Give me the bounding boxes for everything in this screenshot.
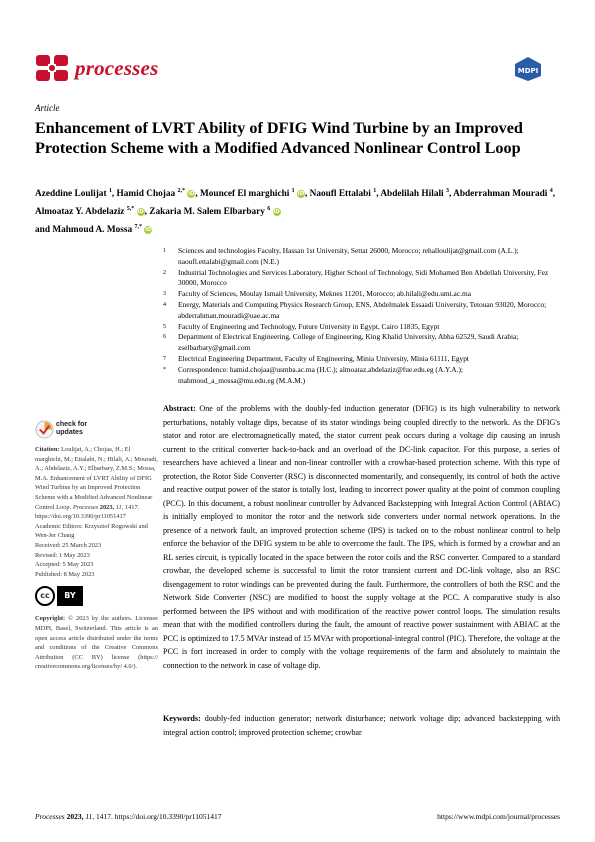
author-affiliation-sup: 5,* <box>126 206 135 213</box>
citation-volume: 11, <box>115 503 124 511</box>
author-name: Azeddine Loulijat <box>35 189 107 200</box>
keywords <box>163 712 560 739</box>
author-affiliation-sup: 6 <box>267 206 271 213</box>
affiliation-text: Correspondence: hamid.chojaa@usmba.ac.ma (H.C.); almoataz.abdelaziz@fue.edu.eg (A.Y.A.); mahmoud_a_mossa@mu.edu.eg (M.A.M.) <box>178 364 463 385</box>
author-name: Mouncef El marghichi <box>199 189 290 200</box>
keywords-label: Keywords: <box>163 714 201 723</box>
academic-editors: Academic Editors: Krzysztof Rogowski and Wen-Jer Chang <box>35 522 148 540</box>
citation-text: Loulijat, A.; Chojaa, H.; El marghichi, M.; Ettalabi, N.; Hilali, A.; Mouradi, A.; Abdelaziz, A.Y.; Elbarbary, Z.M.S.; Mossa, M.A. Enhancement of LVRT Ability of DFIG Wind Turbine by an Improved Protection Scheme with a Modified Advanced Nonlinear Control Loop. <box>35 446 158 511</box>
abstract-text: One of the problems with the doubly-fed induction generator (DFIG) is its high vulnerability to network perturbations, notably voltage dips, because of its stator windings being coupled directly to the network. As the DFIG's stator and rotor are electromagnetically mated, the stator current peak occurs during a voltage dip causing an inrush current to the critical converter back-to-back and an overload of the DC-link capacitor. For this purpose, a series of researchers have achieved a linear and non-linear controller with a crowbar-based protection scheme. With this type of protection, the Rotor Side Converter (RSC) is disconnected momentarily, and consequently, its control of both the active and reactive output power of the stator is totally lost, leading to incorrect power quality at the point of common coupling (PCC). In this document, a robust nonlinear controller by Advanced Backstepping with Integral Action Control (ABIAC) is initially employed to monitor the rotor and the network side converters under normal network operations. In the presence of a network fault, an improved protection scheme (IPS) is tacked on to the robust nonlinear control to help enforce the behavior of the DFIG system to be able to overcome the fault. The IPS, which is formed by a crowbar and an RL series circuit, is typically located in the space between the rotor coils and the RSC converter. Compared to a standard crowbar, the developed scheme is successful to limit the rotor transient current and DC-link voltage, also an RSC disengagement to rotor windings can be prevented during the fault. Furthermore, the controllers of both the RSC and the Network Side Converter (NSC) are modified to boost the supply voltage at the PCC. A comparative study is also performed between the IPS without and with modification of the reactive power control loops. The simulation results mean that with the modified controllers during the fault, the amount of reactive power sustainment with ABIAC at the PCC is optimized to 17.5 MVAr instead of 15 MVAr with proportional-integral control (PIC). Therefore, the voltage at the PCC is fort increased in order to comply with the voltage requirements of the farm and absolutely to maintain the connection to the network in case of voltage dip. <box>163 404 560 670</box>
affiliation-list <box>163 246 558 386</box>
affiliation-number: * <box>163 366 166 373</box>
orcid-icon[interactable]: iD <box>273 209 280 216</box>
affiliation-item <box>163 332 558 354</box>
copyright-label: Copyright: <box>35 615 66 623</box>
affiliation-item <box>163 365 558 387</box>
check-for-updates-button[interactable] <box>35 420 95 442</box>
published-date: Published: 8 May 2023 <box>35 570 95 578</box>
citation-block <box>35 445 158 522</box>
received-date: Received: 25 March 2023 <box>35 541 102 549</box>
affiliation-item <box>163 300 558 322</box>
footer-journal: Processes <box>35 812 65 821</box>
affiliation-text: Faculty of Engineering and Technology, Future University in Egypt, Cairo 11835, Egypt <box>178 321 440 331</box>
affiliation-number: 3 <box>163 291 166 298</box>
accepted-date: Accepted: 5 May 2023 <box>35 561 94 569</box>
affiliation-item <box>163 322 558 333</box>
author-list: Azeddine Loulijat $^1$, Hamid Chojaa $^{2,*}$ iD, Mouncef El marghichi $^1$ iD, Naoufl Ettalabi $^1$, Abdelilah Hilali $^3$, Abderrahman Mouradi $^4$, Almoataz Y. Abdelaziz $^{5,*}$ iD, Zakaria M. Salem Elbarbary $^6$ iD and Mahmoud A. Mossa $^{7,*}$ iD <box>35 188 556 236</box>
citation-year: 2023, <box>99 503 115 511</box>
author-name: Almoataz Y. Abdelaziz <box>35 207 125 218</box>
orcid-icon[interactable]: iD <box>188 191 195 198</box>
author-affiliation-sup: 1 <box>108 188 112 194</box>
author-name: Abdelilah Hilali <box>380 189 444 200</box>
author-name: Mahmoud A. Mossa <box>52 225 133 236</box>
processes-logo-icon <box>35 52 69 84</box>
author-affiliation-sup: 1 <box>291 188 295 194</box>
affiliation-text: Industrial Technologies and Services Laboratory, Higher School of Technology, Sidi Mohamed Ben Abdellah University, Fez 30000, Morocco <box>178 267 549 288</box>
affiliation-text: Sciences and technologies Faculty, Hassan 1st University, Settat 26000, Morocco; rehalloulijat@gmail.com (A.L.); naoufl.ettalabi@gmail.com (N.E.) <box>178 246 519 266</box>
author-affiliation-sup: 1 <box>373 188 377 194</box>
affiliation-text: Department of Electrical Engineering, College of Engineering, King Khalid University, Abha 62529, Saudi Arabia; zselbarbary@gmail.com <box>178 332 519 353</box>
check-updates-text <box>56 421 87 437</box>
abstract-label: Abstract: <box>163 404 196 413</box>
affiliation-number: 6 <box>163 334 166 341</box>
footer-citation <box>35 812 221 821</box>
affiliation-text: Energy, Materials and Computing Physics Research Group, ENS, Abdelmalek Essaadi University, Tetouan 93020, Morocco; abderrahman.mouradi@uae.ac.ma <box>178 299 547 320</box>
dates-block <box>35 541 158 579</box>
footer-journal-url[interactable]: https://www.mdpi.com/journal/processes <box>437 812 560 821</box>
orcid-icon[interactable]: iD <box>145 227 152 234</box>
footer-year: 2023, <box>66 812 84 821</box>
revised-date: Revised: 1 May 2023 <box>35 551 90 559</box>
affiliation-item <box>163 246 558 268</box>
author-affiliation-sup: 4 <box>549 188 553 194</box>
footer-doi[interactable]: 1417. https://doi.org/10.3390/pr11051417 <box>96 812 222 821</box>
affiliation-item <box>163 289 558 300</box>
orcid-icon[interactable]: iD <box>137 209 144 216</box>
affiliation-number: 7 <box>163 355 166 362</box>
affiliation-number: 4 <box>163 301 166 308</box>
author-name: Zakaria M. Salem Elbarbary <box>149 207 265 218</box>
affiliation-text: Electrical Engineering Department, Faculty of Engineering, Minia University, Minia 61111, Egypt <box>178 353 469 363</box>
cc-license-badge[interactable] <box>35 586 158 606</box>
affiliation-number: 1 <box>163 248 166 254</box>
check-updates-icon <box>35 420 54 439</box>
copyright-block <box>35 614 158 672</box>
sidebar <box>35 445 158 672</box>
author-affiliation-sup: 2,* <box>177 188 185 194</box>
orcid-icon[interactable]: iD <box>297 191 305 198</box>
journal-name: processes <box>75 56 159 80</box>
affiliation-number: 2 <box>163 269 166 276</box>
mdpi-logo-icon <box>514 56 542 82</box>
affiliation-text: Faculty of Sciences, Moulay Ismail University, Meknes 11201, Morocco; ab.hilali@edu.umi.ac.ma <box>178 289 471 299</box>
check-updates-line1: check for <box>56 421 88 428</box>
article-title: Enhancement of LVRT Ability of DFIG Wind Turbine by an Improved Protection Scheme with a Modified Advanced Nonlinear Control Loop <box>35 119 523 157</box>
affiliation-number: 5 <box>163 323 166 330</box>
author-name: Hamid Chojaa <box>116 189 176 200</box>
author-name: Naoufl Ettalabi <box>309 189 371 200</box>
copyright-text: © 2023 by the authors. Licensee MDPI, Basel, Switzerland. This article is an open access article distributed under the terms and conditions of the Creative Commons Attribution (CC BY) license (https:// creativecommons.org/licenses/by/ 4.0/). <box>35 615 158 671</box>
author-name: Abderrahman Mouradi <box>453 189 548 200</box>
keywords-text: doubly-fed induction generator; network disturbance; network voltage dip; advanced backstepping with integral action control; improved protection scheme; crowbar <box>163 714 561 737</box>
cc-icon: cc <box>35 586 55 606</box>
affiliation-item <box>163 354 558 365</box>
author-affiliation-sup: 7,* <box>134 224 142 231</box>
author-affiliation-sup: 3 <box>445 188 449 194</box>
mdpi-logo-text: MDPI <box>517 67 539 75</box>
article-type: Article <box>35 103 60 113</box>
footer-volume: 11, <box>85 812 95 821</box>
affiliation-item <box>163 268 558 290</box>
citation-label: Citation: <box>35 446 60 453</box>
cc-by-icon: BY <box>57 586 83 606</box>
check-updates-line2: updates <box>56 429 83 436</box>
citation-doi-link[interactable]: 1417. https://doi.org/10.3390/pr11051417 <box>35 503 140 521</box>
abstract <box>163 402 560 672</box>
citation-journal: Processes <box>72 503 99 511</box>
